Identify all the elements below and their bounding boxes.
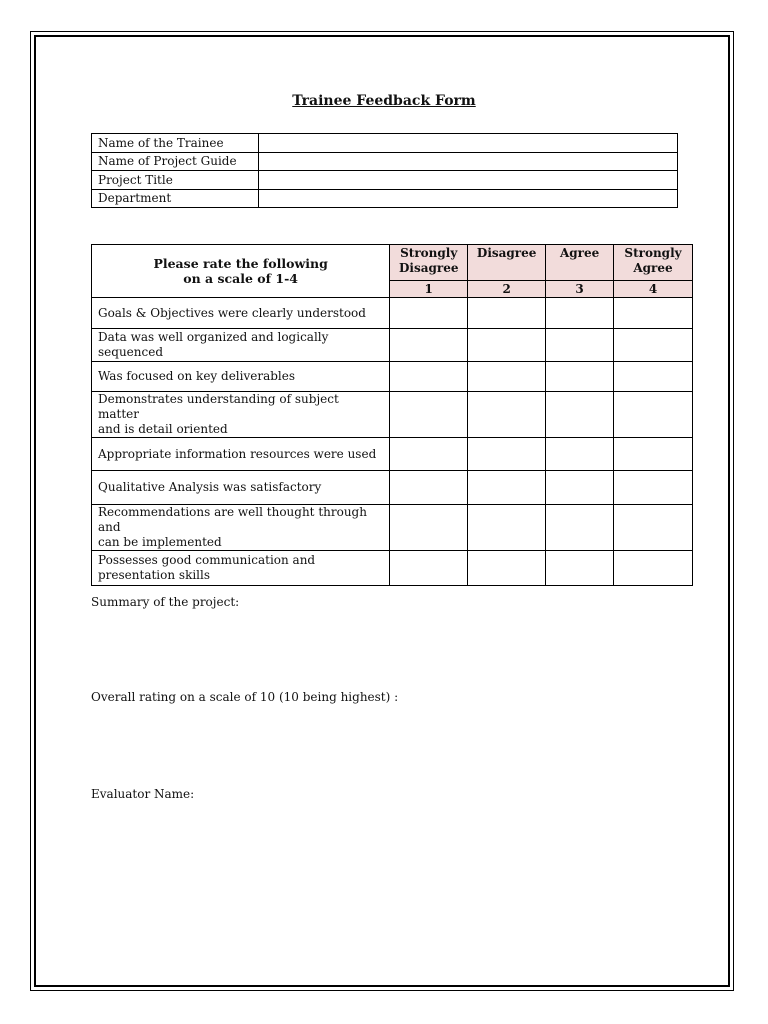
info-row <box>92 152 678 171</box>
rating-prompt <box>92 245 390 298</box>
question-line1: Possesses good communication and <box>98 553 316 567</box>
scale-label-line2: Agree <box>633 261 673 275</box>
rating-cell-3[interactable] <box>546 329 614 362</box>
rating-cell-4[interactable] <box>614 392 693 438</box>
question-row <box>92 438 693 471</box>
question-line1: Demonstrates understanding of subject matter <box>98 392 339 421</box>
rating-cell-1[interactable] <box>390 471 468 505</box>
rating-cell-1[interactable] <box>390 329 468 362</box>
rating-cell-1[interactable] <box>390 505 468 551</box>
rating-prompt-line1: Please rate the following <box>153 256 328 271</box>
rating-cell-3[interactable] <box>546 392 614 438</box>
rating-cell-3[interactable] <box>546 505 614 551</box>
question-line2: presentation skills <box>98 568 211 582</box>
scale-number-2: 2 <box>468 281 546 298</box>
scale-header-disagree <box>468 245 546 281</box>
rating-cell-2[interactable] <box>468 298 546 329</box>
rating-cell-4[interactable] <box>614 505 693 551</box>
rating-cell-3[interactable] <box>546 362 614 392</box>
evaluator-name-label: Evaluator Name: <box>91 787 195 801</box>
rating-cell-3[interactable] <box>546 298 614 329</box>
question-text <box>92 471 390 505</box>
scale-label-line1: Disagree <box>476 246 537 260</box>
rating-cell-4[interactable] <box>614 471 693 505</box>
question-line1: Recommendations are well thought through and <box>98 505 367 534</box>
question-text <box>92 551 390 586</box>
question-text <box>92 329 390 362</box>
rating-table <box>91 244 693 586</box>
question-line1: Was focused on key deliverables <box>98 369 296 383</box>
rating-cell-3[interactable] <box>546 551 614 586</box>
project-guide-field[interactable] <box>259 152 678 171</box>
rating-cell-2[interactable] <box>468 438 546 471</box>
info-label-project-title: Project Title <box>92 171 259 190</box>
question-line2: can be implemented <box>98 535 222 549</box>
rating-cell-4[interactable] <box>614 551 693 586</box>
rating-cell-2[interactable] <box>468 471 546 505</box>
rating-cell-1[interactable] <box>390 438 468 471</box>
rating-cell-4[interactable] <box>614 298 693 329</box>
scale-number-3: 3 <box>546 281 614 298</box>
scale-header-strongly-disagree <box>390 245 468 281</box>
question-row <box>92 551 693 586</box>
question-text <box>92 392 390 438</box>
info-label-department: Department <box>92 189 259 208</box>
rating-cell-4[interactable] <box>614 329 693 362</box>
rating-cell-3[interactable] <box>546 438 614 471</box>
scale-label-line1: Strongly <box>624 246 682 260</box>
info-label-trainee-name: Name of the Trainee <box>92 134 259 153</box>
question-line1: Goals & Objectives were clearly understood <box>98 305 366 320</box>
rating-cell-4[interactable] <box>614 362 693 392</box>
question-line1: Data was well organized and logically sequenced <box>98 330 329 359</box>
question-text <box>92 298 390 329</box>
scale-label-line2: Disagree <box>398 261 459 275</box>
rating-cell-2[interactable] <box>468 362 546 392</box>
info-label-project-guide: Name of Project Guide <box>92 152 259 171</box>
rating-cell-1[interactable] <box>390 298 468 329</box>
project-title-field[interactable] <box>259 171 678 190</box>
rating-header-row <box>92 245 693 281</box>
question-text <box>92 362 390 392</box>
scale-label-line1: Strongly <box>400 246 458 260</box>
question-row <box>92 392 693 438</box>
rating-prompt-line2: on a scale of 1-4 <box>183 271 298 286</box>
rating-cell-1[interactable] <box>390 362 468 392</box>
rating-cell-2[interactable] <box>468 392 546 438</box>
rating-cell-3[interactable] <box>546 471 614 505</box>
rating-cell-2[interactable] <box>468 551 546 586</box>
scale-number-4: 4 <box>614 281 693 298</box>
trainee-name-field[interactable] <box>259 134 678 153</box>
overall-rating-label: Overall rating on a scale of 10 (10 being highest) : <box>91 690 399 704</box>
scale-header-strongly-agree <box>614 245 693 281</box>
scale-label-line1: Agree <box>559 246 600 260</box>
question-row <box>92 298 693 329</box>
question-line1: Qualitative Analysis was satisfactory <box>98 480 322 494</box>
question-row <box>92 505 693 551</box>
info-row <box>92 134 678 153</box>
info-row <box>92 171 678 190</box>
form-title: Trainee Feedback Form <box>292 93 476 109</box>
rating-cell-2[interactable] <box>468 329 546 362</box>
department-field[interactable] <box>259 189 678 208</box>
trainee-info-table <box>91 133 678 208</box>
summary-label: Summary of the project: <box>91 595 240 609</box>
question-line1: Appropriate information resources were used <box>98 446 377 461</box>
question-row <box>92 329 693 362</box>
rating-cell-2[interactable] <box>468 505 546 551</box>
scale-number-1: 1 <box>390 281 468 298</box>
question-row <box>92 471 693 505</box>
question-row <box>92 362 693 392</box>
rating-cell-1[interactable] <box>390 551 468 586</box>
question-text <box>92 505 390 551</box>
question-text <box>92 438 390 471</box>
rating-cell-1[interactable] <box>390 392 468 438</box>
scale-header-agree <box>546 245 614 281</box>
question-line2: and is detail oriented <box>98 422 228 436</box>
info-row <box>92 189 678 208</box>
rating-cell-4[interactable] <box>614 438 693 471</box>
